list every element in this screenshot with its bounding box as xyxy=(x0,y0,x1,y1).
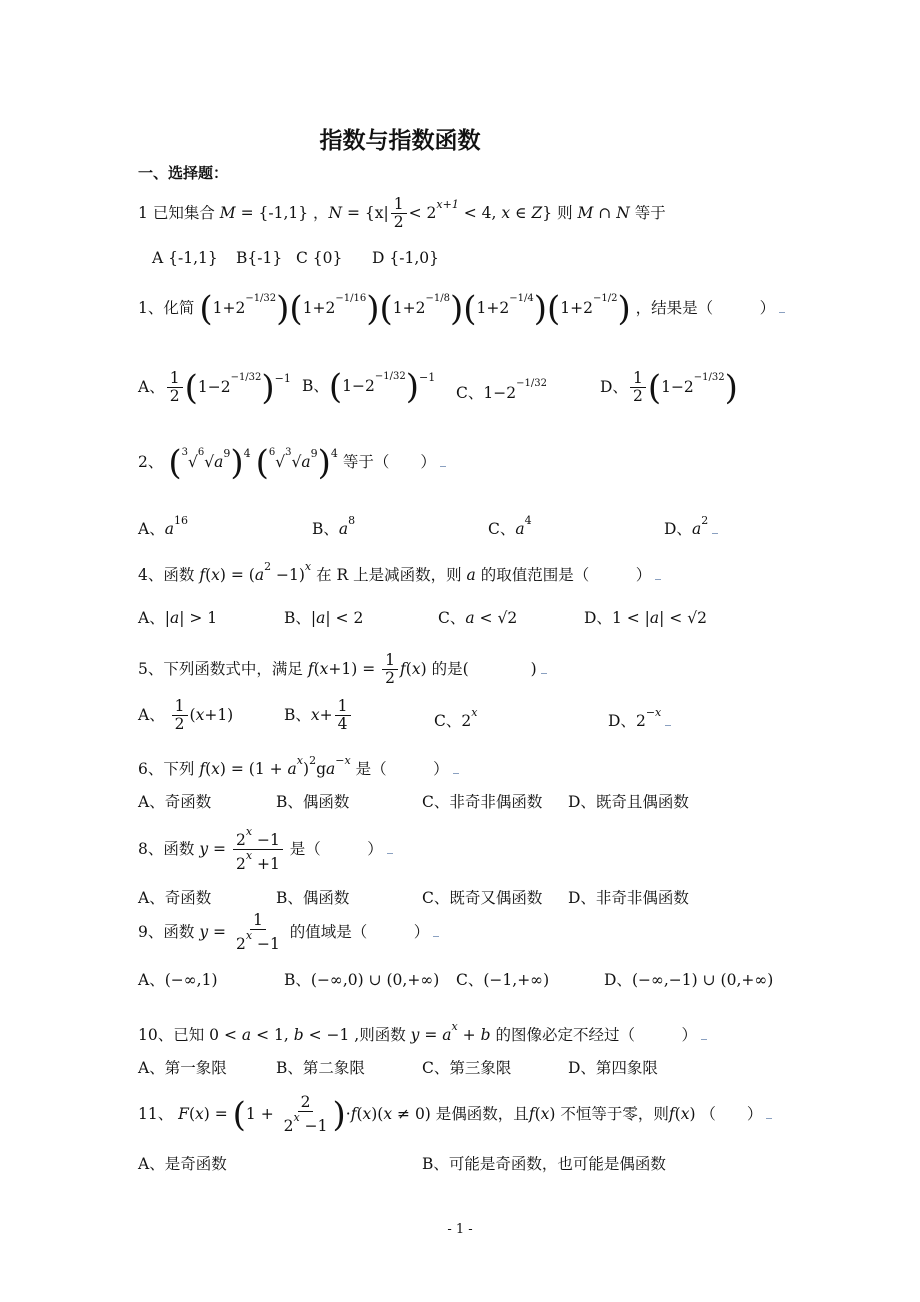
question-tail: 的是( ) xyxy=(431,659,537,678)
question-decreasing: 4、函数 $f(x) = (a^2 -1)^x$ 在 R 上是减函数，则 a 的取值范围是（ ） xyxy=(138,560,661,585)
question-simplify: 1、化简 $(1+2^{-1/32})(1+2^{-1/16})(1+2^{-1/8})(1+2^{-1/4})(1+2^{-1/2})$ ，结果是（ ） xyxy=(138,292,785,326)
question-graph: 10、已知 0 < a < 1, b < −1 ,则函数 $y = a^x + b$ 的图像必定不经过（ ） xyxy=(138,1020,707,1045)
question-text: 化简 xyxy=(163,299,195,317)
option-a: A、是奇函数 xyxy=(138,1155,227,1173)
option-b: B、$(1-2^{-1/32})^{-1}$ xyxy=(302,367,436,407)
option-d: D、$a^2$ xyxy=(664,514,718,539)
option-c: C、第三象限 xyxy=(422,1059,512,1077)
option-c: C、(−1,+∞) xyxy=(456,971,550,989)
question-parity: 6、下列 $f(x) = (1 + a^x)^2ga^{-x}$ 是（ ） xyxy=(138,754,459,779)
option-a: A、奇函数 xyxy=(138,889,212,907)
question-text: 下列 xyxy=(163,760,195,778)
option-b: B、第二象限 xyxy=(276,1059,365,1077)
question-text: 函数 xyxy=(163,566,195,584)
question-number: 1、 xyxy=(138,299,164,317)
option-a: A、 $\frac{1}{2}$ $(1-2^{-1/32})^{-1}$ xyxy=(138,367,291,408)
option-b: B、x+ $\frac{1}{4}$ xyxy=(284,698,353,734)
option-b: B、(−∞,0) ∪ (0,+∞) xyxy=(284,971,440,989)
question-range: 9、函数 y = $\frac{1}{2^x -1}$ 的值域是（ ） xyxy=(138,912,439,954)
option-c: C、非奇非偶函数 xyxy=(422,793,543,811)
option-a: A、奇函数 xyxy=(138,793,212,811)
option-c: C、$a^4$ xyxy=(488,514,532,538)
option-d: D、第四象限 xyxy=(568,1059,658,1077)
option-c: C、a < √2 xyxy=(438,609,518,627)
question-tail: 的图像必定不经过（ ） xyxy=(495,1026,697,1044)
question-mid: 是偶函数，且 xyxy=(435,1104,529,1123)
question-tail: 的取值范围是（ ） xyxy=(480,566,652,584)
question-mid2: 不恒等于零，则 xyxy=(560,1104,669,1123)
question-number: 10、 xyxy=(138,1026,174,1044)
question-text: 已知集合 xyxy=(152,203,215,222)
question-tail: 的值域是（ ） xyxy=(289,922,430,941)
question-suffix: 则 xyxy=(557,203,573,222)
question-set: 1 已知集合 M = {-1,1} ，N = {x| $\frac{1}{2}$ < $2^{x+1} < 4$, x ∈ Z} 则 M ∩ N 等于 xyxy=(138,195,666,232)
question-number: 6、 xyxy=(138,760,164,778)
option-b: B{-1} xyxy=(236,249,283,267)
option-c: C、$1-2^{-1/32}$ xyxy=(456,378,547,402)
question-tail: 等于 xyxy=(634,203,666,222)
page-title: 指数与指数函数 xyxy=(319,128,481,154)
option-d: D、(−∞,−1) ∪ (0,+∞) xyxy=(604,971,774,989)
option-b: B、$a^8$ xyxy=(312,514,356,538)
option-a: A、|a| > 1 xyxy=(138,609,218,627)
question-number: 2、 xyxy=(138,453,164,471)
option-b: B、可能是奇函数，也可能是偶函数 xyxy=(422,1155,666,1173)
option-b: B、|a| < 2 xyxy=(284,609,364,627)
question-number: 11、 xyxy=(138,1104,174,1123)
question-tail: 是（ ） xyxy=(355,760,449,778)
option-d: D、非奇非偶函数 xyxy=(568,889,689,907)
page-number: - 1 - xyxy=(447,1222,473,1237)
option-a: A、$a^{16}$ xyxy=(138,514,188,538)
question-tail: （ ） xyxy=(700,1104,763,1123)
option-a: A {-1,1} xyxy=(152,249,218,267)
question-number: 4、 xyxy=(138,566,164,584)
option-b: B、偶函数 xyxy=(276,889,350,907)
option-c: C、2$^x$ xyxy=(434,706,478,730)
question-number: 1 xyxy=(138,203,148,222)
question-tail: 等于（ ） xyxy=(342,453,436,471)
question-mid: 在 R 上是减函数，则 xyxy=(316,566,462,584)
option-b: B、偶函数 xyxy=(276,793,350,811)
option-a: A、第一象限 xyxy=(138,1059,227,1077)
question-tail: ，结果是（ ） xyxy=(635,299,776,317)
option-d: D、既奇且偶函数 xyxy=(568,793,689,811)
question-number: 9、 xyxy=(138,922,164,941)
question-mid: ,则函数 xyxy=(354,1026,406,1044)
option-a: A、(−∞,1) xyxy=(138,971,218,989)
question-number: 8、 xyxy=(138,839,164,858)
option-c: C {0} xyxy=(296,249,343,267)
question-text: 函数 xyxy=(163,839,195,858)
question-text: 函数 xyxy=(163,922,195,941)
question-number: 5、 xyxy=(138,659,164,678)
question-radicals: 2、 $(^3√^6√a^9)^4$ $(^6√^3√a^9)^4$ 等于（ ） xyxy=(138,446,446,480)
option-d: D {-1,0} xyxy=(372,249,439,267)
option-d: D、1 < |a| < √2 xyxy=(584,609,707,627)
question-text: 下列函数式中，满足 xyxy=(163,659,303,678)
option-d: D、 $\frac{1}{2}$ $(1-2^{-1/32})$ xyxy=(600,367,738,408)
option-d: D、$2^{-x}$ xyxy=(608,706,671,731)
question-tail: 是（ ） xyxy=(289,839,383,858)
section-heading: 一、选择题： xyxy=(138,164,229,182)
question-text: 已知 xyxy=(173,1026,205,1044)
question-even-function: 11、 F(x) = (1 + $\frac{2}{2^x -1}$ )·f(x)(x ≠ 0) 是偶函数，且f(x) 不恒等于零，则f(x) （ ） xyxy=(138,1094,772,1136)
option-a: A、 $\frac{1}{2}$ (x+1) xyxy=(138,697,234,734)
question-functional: 5、下列函数式中，满足 f(x+1) = $\frac{1}{2}$ f(x) 的是( ) xyxy=(138,652,547,688)
question-parity-2: 8、函数 y = $\frac{2^x -1}{2^x +1}$ 是（ ） xyxy=(138,826,393,874)
option-c: C、既奇又偶函数 xyxy=(422,889,543,907)
